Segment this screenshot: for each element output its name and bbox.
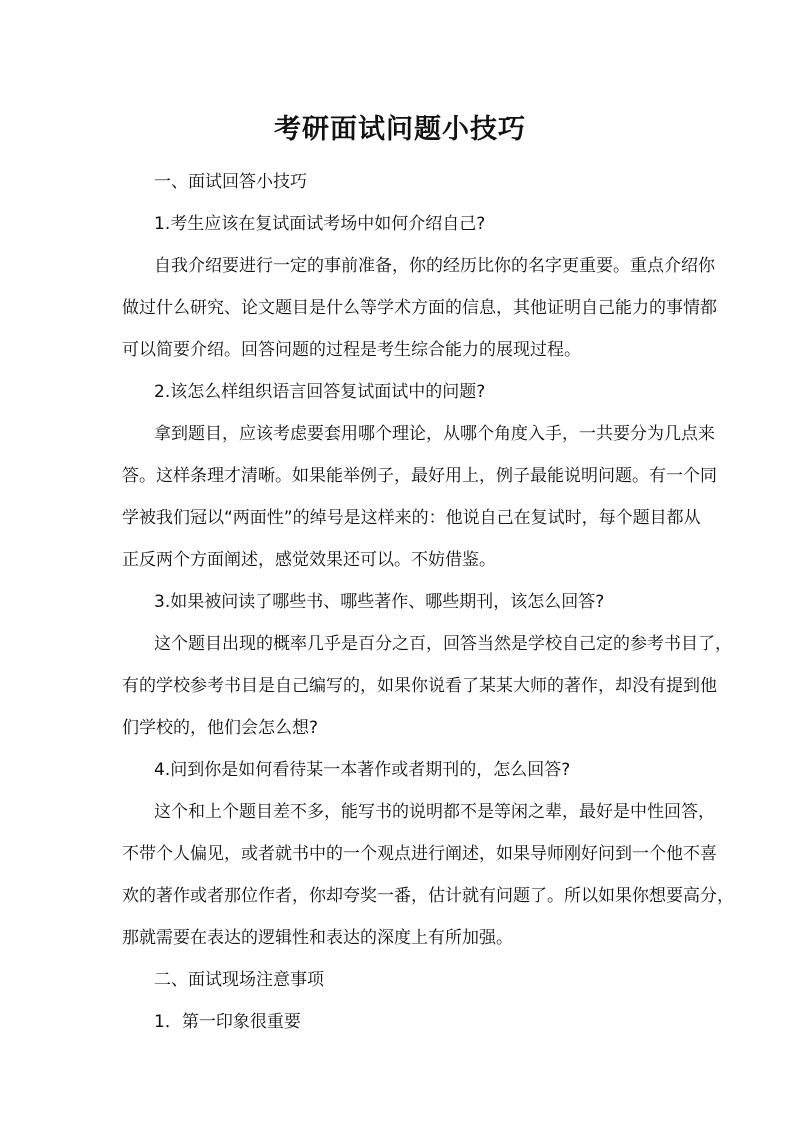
paragraph-line: 这个和上个题目差不多，能写书的说明都不是等闲之辈，最好是中性回答，	[154, 802, 715, 822]
paragraph-line: 做过什么研究、论文题目是什么等学术方面的信息，其他证明自己能力的事情都	[122, 298, 717, 318]
document-title: 考研面试问题小技巧	[274, 114, 526, 145]
paragraph-line: 正反两个方面阐述，感觉效果还可以。不妨借鉴。	[122, 550, 496, 570]
section-heading-onsite-notes: 二、面试现场注意事项	[154, 970, 324, 990]
section-heading-interview-tips: 一、面试回答小技巧	[154, 172, 307, 192]
paragraph-line: 有的学校参考书目是自己编写的，如果你说看了某某大师的著作，却没有提到他	[122, 676, 717, 696]
paragraph-line: 自我介绍要进行一定的事前准备，你的经历比你的名字更重要。重点介绍你	[154, 256, 715, 276]
paragraph-line: 答。这样条理才清晰。如果能举例子，最好用上，例子最能说明问题。有一个同	[122, 466, 717, 486]
question-1: 1.考生应该在复试面试考场中如何介绍自己?	[154, 214, 486, 234]
question-3: 3.如果被问读了哪些书、哪些著作、哪些期刊，该怎么回答?	[154, 592, 605, 612]
question-4: 4.问到你是如何看待某一本著作或者期刊的，怎么回答?	[154, 760, 571, 780]
paragraph-line: 欢的著作或者那位作者，你却夸奖一番，估计就有问题了。所以如果你想要高分，	[122, 886, 734, 906]
paragraph-line: 可以简要介绍。回答问题的过程是考生综合能力的展现过程。	[122, 340, 581, 360]
paragraph-line: 拿到题目，应该考虑要套用哪个理论，从哪个角度入手，一共要分为几点来	[154, 424, 715, 444]
paragraph-line: 们学校的，他们会怎么想?	[122, 718, 319, 738]
paragraph-line: 这个题目出现的概率几乎是百分之百，回答当然是学校自己定的参考书目了，	[154, 634, 732, 654]
subheading-first-impression: 1．第一印象很重要	[154, 1012, 301, 1032]
paragraph-line: 那就需要在表达的逻辑性和表达的深度上有所加强。	[122, 928, 513, 948]
question-2: 2.该怎么样组织语言回答复试面试中的问题?	[154, 382, 486, 402]
paragraph-line: 学被我们冠以“两面性”的绰号是这样来的：他说自己在复试时，每个题目都从	[122, 508, 701, 528]
paragraph-line: 不带个人偏见，或者就书中的一个观点进行阐述，如果导师刚好问到一个他不喜	[122, 844, 717, 864]
